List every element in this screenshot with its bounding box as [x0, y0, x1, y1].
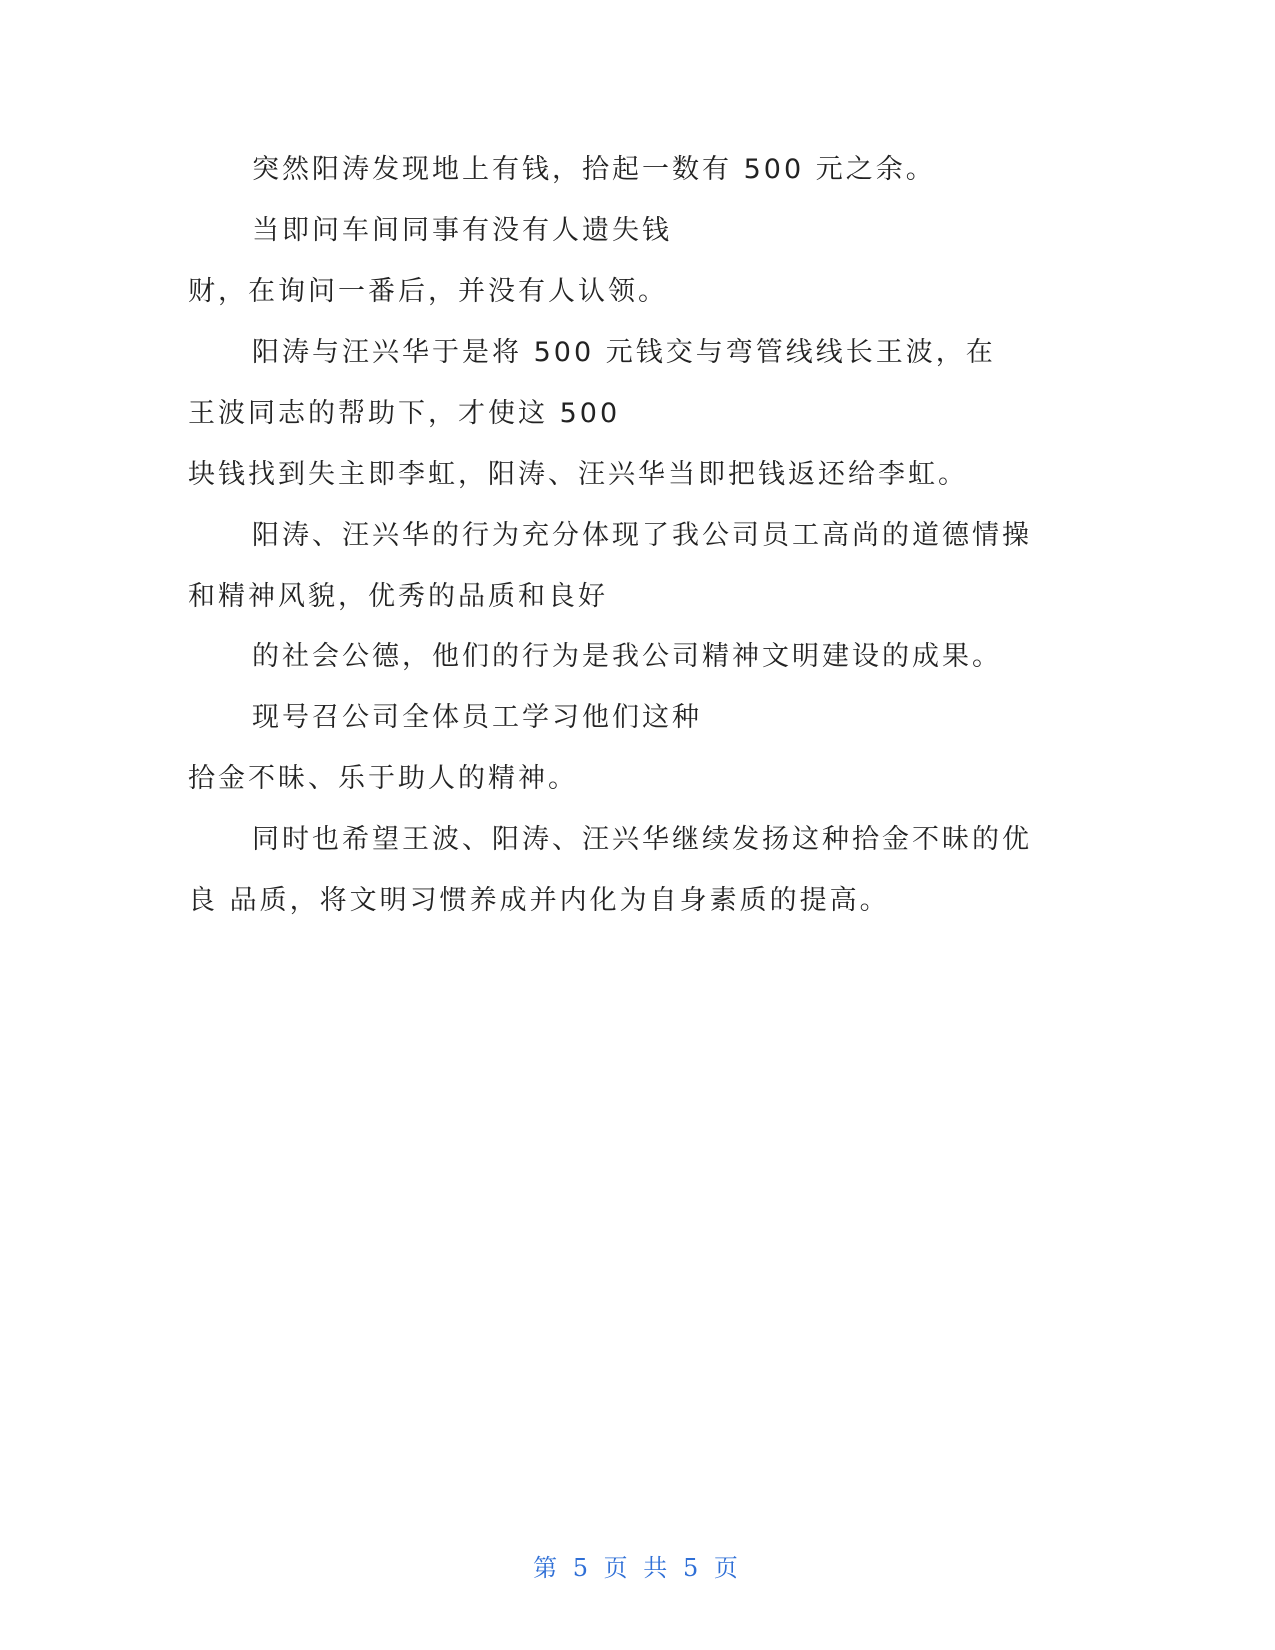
text-line: 阳涛、汪兴华的行为充分体现了我公司员工高尚的道德情操 — [252, 520, 1032, 551]
text-line: 拾金不昧、乐于助人的精神。 — [188, 763, 578, 794]
text-line: 现号召公司全体员工学习他们这种 — [252, 702, 702, 733]
text-line: 财，在询问一番后，并没有人认领。 — [188, 276, 668, 307]
text-line: 同时也希望王波、阳涛、汪兴华继续发扬这种拾金不昧的优 — [252, 824, 1032, 855]
text-line: 阳涛与汪兴华于是将 500 元钱交与弯管线线长王波，在 — [252, 337, 996, 368]
text-line: 和精神风貌，优秀的品质和良好 — [188, 581, 608, 612]
text-line: 突然阳涛发现地上有钱，拾起一数有 500 元之余。 — [252, 154, 936, 185]
text-line: 当即问车间同事有没有人遗失钱 — [252, 215, 672, 246]
text-line: 良 品质，将文明习惯养成并内化为自身素质的提高。 — [188, 885, 890, 916]
text-line: 块钱找到失主即李虹，阳涛、汪兴华当即把钱返还给李虹。 — [188, 459, 968, 490]
text-line: 的社会公德，他们的行为是我公司精神文明建设的成果。 — [252, 641, 1002, 672]
text-line: 王波同志的帮助下，才使这 500 — [188, 398, 621, 429]
page-number-footer: 第 5 页 共 5 页 — [533, 1554, 742, 1582]
